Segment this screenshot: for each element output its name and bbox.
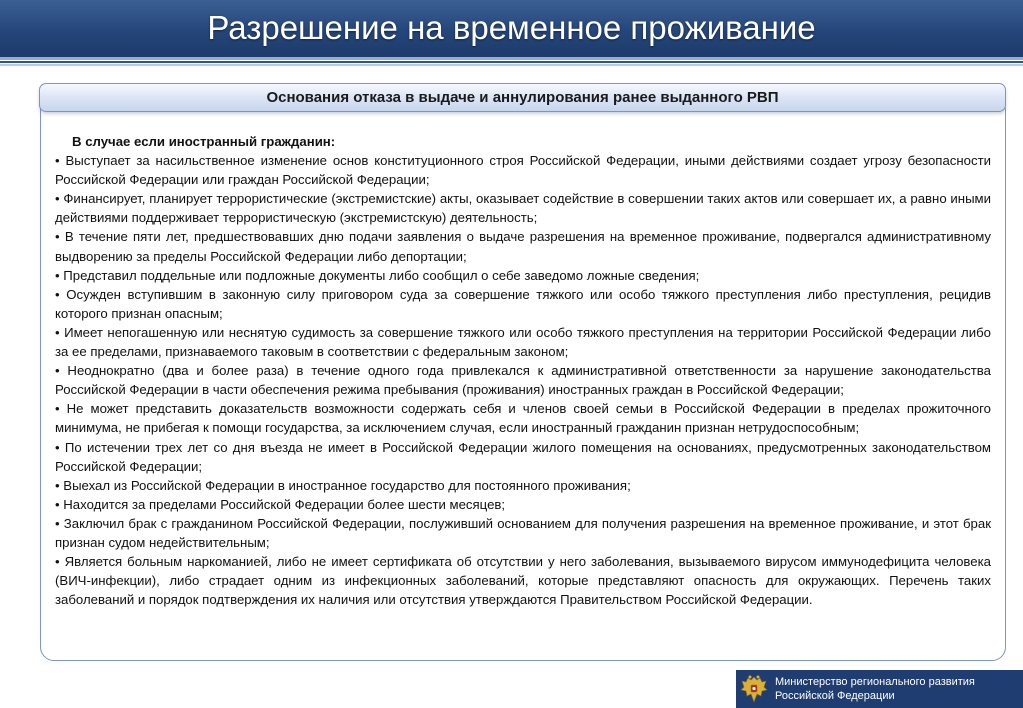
content-intro: В случае если иностранный гражданин:: [72, 134, 336, 149]
list-item: • Имеет непогашенную или неснятую судимость за совершение тяжкого или особо тяжкого преступления на территории Российской Федерации либо за ее пределами, признаваемого таковым в соответствии с федеральным законом;: [55, 324, 991, 360]
ministry-name: [775, 675, 975, 703]
list-item: • Выступает за насильственное изменение основ конституционного строя Российской Федерации, иными действиями создает угрозу безопасности Российской Федерации или граждан Российской Федерации;: [55, 153, 991, 188]
list-item: • Представил поддельные или подложные документы либо сообщил о себе заведомо ложные сведения;: [55, 267, 700, 283]
list-item: • Осужден вступившим в законную силу приговором суда за совершение тяжкого или особо тяжкого преступления либо преступления, рецидив которого признан опасным;: [55, 286, 991, 321]
section-header: [39, 83, 1006, 112]
list-item: • Финансирует, планирует террористические (экстремистские) акты, оказывает содействие в совершении таких актов или совершает их, а равно иными действиями поддерживает террористическую (экстремистскую) деятельность;: [55, 191, 991, 226]
list-item: • Является больным наркоманией, либо не имеет сертификата об отсутствии у него заболевания, вызываемого вирусом иммунодефицита человека (ВИЧ-инфекции), либо страдает одним из инфекционных заболеваний, которые представляют опасность для окружающих. Перечень таких заболеваний и порядок подтверждения их наличия или отсутствия утверждаются Правительством Российской Федерации.: [55, 554, 991, 608]
ministry-footer: [736, 670, 1023, 708]
header-divider-dark: [0, 61, 1023, 63]
list-item: • Выехал из Российской Федерации в иностранное государство для постоянного проживания;: [55, 477, 631, 493]
ministry-name-line2: Российской Федерации: [775, 690, 895, 702]
list-item: • По истечении трех лет со дня въезда не имеет в Российской Федерации жилого помещения на основаниях, предусмотренных законодательством Российской Федерации;: [55, 439, 991, 474]
list-item: • В течение пяти лет, предшествовавших дню подачи заявления о выдаче разрешения на временное проживание, подвергался административному выдворению за пределы Российской Федерации либо депортации;: [55, 229, 991, 264]
page-title: Разрешение на временное проживание: [207, 9, 816, 46]
content-body: [55, 132, 991, 609]
coat-of-arms-icon: [739, 674, 769, 705]
list-item: • Находится за пределами Российской Федерации более шести месяцев;: [55, 496, 506, 512]
header-divider-pale: [0, 64, 1023, 66]
header-divider-light: [0, 57, 1023, 60]
list-item: • Не может представить доказательств возможности содержать себя и членов своей семьи в Российской Федерации в пределах прожиточного минимума, не прибегая к помощи государства, за исключением случая, если иностранный гражданин признан нетрудоспособным;: [55, 401, 991, 436]
list-item: • Заключил брак с гражданином Российской Федерации, послуживший основанием для получения разрешения на временное проживание, и этот брак признан судом недействительным;: [55, 515, 991, 550]
ministry-name-line1: Министерство регионального развития: [775, 676, 975, 688]
section-title: Основания отказа в выдаче и аннулирования ранее выданного РВП: [266, 89, 779, 106]
page-header: [0, 0, 1023, 57]
list-item: • Неоднократно (два и более раза) в течение одного года привлекался к административной ответственности за нарушение законодательства Российской Федерации в части обеспечения режима пребывания (проживания) иностранных граждан в Российской Федерации;: [55, 363, 991, 398]
